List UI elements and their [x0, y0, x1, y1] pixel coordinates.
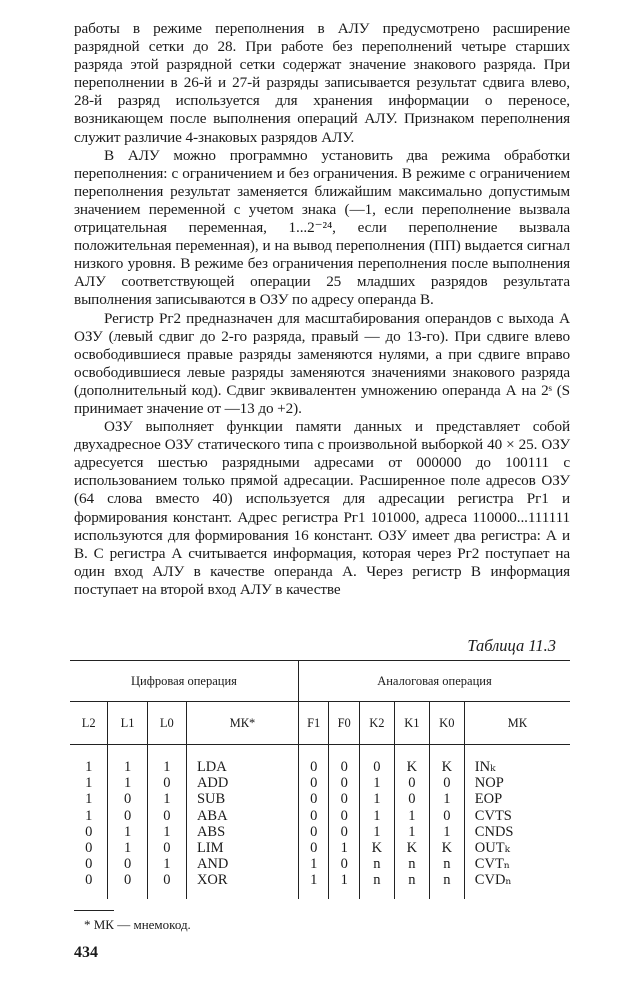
table-cell: n: [359, 872, 394, 898]
column-header: L0: [147, 702, 186, 745]
table-cell: 1: [359, 791, 394, 807]
table-cell: 1: [85, 759, 93, 775]
table-caption: Таблица 11.3: [467, 636, 556, 655]
table-cell: 0: [329, 824, 360, 840]
table-cell: 0: [147, 840, 186, 856]
table-cell: 0: [147, 872, 186, 898]
table-cell: ABA: [186, 808, 298, 824]
table-cell: 0: [108, 872, 147, 898]
table-cell: ADD: [186, 775, 298, 791]
column-header: F1: [298, 702, 329, 745]
column-header: L2: [70, 702, 108, 745]
table-body: [70, 745, 570, 899]
table-cell: 0: [329, 856, 360, 872]
table-cell: 1: [108, 824, 147, 840]
table-header-row: [70, 702, 570, 745]
table-cell: 1: [298, 872, 329, 898]
table-cell: 0: [298, 775, 329, 791]
paragraph-3: Регистр Рг2 предназначен для масштабирования операндов с выхода А ОЗУ (левый сдвиг до 2-го разряда, правый — до 13-го). При сдвиге влево освободившиеся правые разряды заменяются нулями, а при сдвиге вправо освободившиеся левые разряды заменяются значениями знакового разряда (дополнительный код). Сдвиг эквивалентен умножению операнда А на 2ˢ (S принимает значение от —13 до +2).: [74, 309, 570, 417]
table-group-header-row: [70, 661, 570, 702]
table-cell: NOP: [464, 775, 570, 791]
table-cell: SUB: [186, 791, 298, 807]
table-cell: 0: [85, 840, 93, 857]
table-cell: 1: [429, 824, 464, 840]
table-cell: 1: [359, 775, 394, 791]
column-header: МК*: [186, 702, 298, 745]
table-cell: AND: [186, 856, 298, 872]
table-cell: 1: [359, 824, 394, 840]
group-analog-operation: Аналоговая операция: [298, 661, 570, 702]
table-cell: K: [429, 745, 464, 776]
table-cell: 0: [394, 791, 429, 807]
table-cell: K: [429, 840, 464, 856]
body-text: [74, 20, 570, 599]
table-cell: 0: [85, 823, 93, 840]
table-cell: K: [394, 840, 429, 856]
table-cell: LIM: [186, 840, 298, 856]
table-row: [70, 872, 570, 898]
page-number: 434: [74, 944, 98, 961]
table-cell: 1: [108, 840, 147, 856]
table-row: [70, 745, 570, 776]
table-cell: 0: [429, 775, 464, 791]
table-cell: 0: [147, 808, 186, 824]
table-cell: 0: [108, 808, 147, 824]
column-header: F0: [329, 702, 360, 745]
group-digital-operation: Цифровая операция: [70, 661, 298, 702]
paragraph-4: ОЗУ выполняет функции памяти данных и представляет собой двухадресное ОЗУ статического типа с произвольной выборкой 40 × 25. ОЗУ адресуется шестью разрядными адресами от 000000 до 100111 с использованием только прямой адресации. Расширенное поле адресов ОЗУ (64 слова вместо 40) используется для адресации регистра Рг1 и формирования констант. Адрес регистра Рг1 101000, адреса 110000...111111 используются для формирования 16 констант. ОЗУ имеет два регистра: А и В. С регистра А считывается информация, которая через Рг2 поступает на один вход АЛУ в качестве операнда А. Через регистр В информация поступает на второй вход АЛУ в качестве: [74, 418, 570, 598]
table-cell: CNDS: [464, 824, 570, 840]
table-cell: n: [394, 856, 429, 872]
table-cell: EOP: [464, 791, 570, 807]
table-cell: 1: [429, 791, 464, 807]
table-cell: 0: [85, 872, 93, 889]
operations-table: [70, 660, 570, 899]
table-cell: CVDₙ: [464, 872, 570, 898]
table-cell: n: [429, 856, 464, 872]
table-cell: CVTS: [464, 808, 570, 824]
table-cell: 1: [147, 791, 186, 807]
table-cell: 0: [329, 745, 360, 776]
footnote: * МК — мнемокод.: [84, 917, 191, 932]
table-cell: 1: [85, 791, 93, 808]
table-cell: INₖ: [464, 745, 570, 776]
table-row: [70, 791, 570, 807]
footnote-rule: [74, 910, 114, 911]
table-cell: 1: [329, 872, 360, 898]
table-cell: 0: [298, 840, 329, 856]
table-cell: 0: [298, 791, 329, 807]
paragraph-1: работы в режиме переполнения в АЛУ предусмотрено расширение разрядной сетки до 28. При работе без переполнений четыре старших разряда этой разрядной сетки содержат значение знакового разряда. При переполнении в 26-й и 27-й разряды записывается результат сдвига влево, 28-й разряд используется для хранения информации о переносе, возникающем после выполнения операций АЛУ. Признаком переполнения служит различие 4-знаковых разрядов АЛУ.: [74, 20, 570, 146]
table-cell: 0: [85, 856, 93, 873]
table-cell: 0: [429, 808, 464, 824]
table-cell: n: [429, 872, 464, 898]
table-cell: 0: [147, 775, 186, 791]
table-row: [70, 840, 570, 856]
column-header: K2: [359, 702, 394, 745]
table-cell: 1: [147, 856, 186, 872]
table-cell: 1: [85, 775, 93, 792]
table-cell: 1: [394, 824, 429, 840]
table-cell: 1: [85, 807, 93, 824]
table-cell: OUTₖ: [464, 840, 570, 856]
table-cell: 0: [329, 791, 360, 807]
table-cell: 0: [108, 856, 147, 872]
table-cell: 0: [329, 808, 360, 824]
column-header: МК: [464, 702, 570, 745]
table-cell: ABS: [186, 824, 298, 840]
table-cell: 0: [298, 808, 329, 824]
table-cell: 1: [359, 808, 394, 824]
table-cell: K: [394, 745, 429, 776]
table-cell: 0: [108, 791, 147, 807]
table-row: [70, 856, 570, 872]
table-cell: XOR: [186, 872, 298, 898]
column-header: K1: [394, 702, 429, 745]
table-cell: LDA: [186, 745, 298, 776]
column-header: K0: [429, 702, 464, 745]
table-row: [70, 775, 570, 791]
table-cell: CVTₙ: [464, 856, 570, 872]
table-cell: K: [359, 840, 394, 856]
table-cell: 1: [329, 840, 360, 856]
table-cell: 1: [298, 856, 329, 872]
table-cell: 0: [394, 775, 429, 791]
table-cell: 0: [298, 824, 329, 840]
table-row: [70, 824, 570, 840]
table-cell: 1: [394, 808, 429, 824]
table-cell: 0: [298, 745, 329, 776]
table-cell: 0: [359, 745, 394, 776]
table-cell: 1: [147, 824, 186, 840]
table-cell: 1: [108, 775, 147, 791]
table-cell: 1: [108, 745, 147, 776]
column-header: L1: [108, 702, 147, 745]
table-cell: 0: [329, 775, 360, 791]
table-row: [70, 808, 570, 824]
table-cell: n: [394, 872, 429, 898]
table-cell: n: [359, 856, 394, 872]
table-cell: 1: [147, 745, 186, 776]
paragraph-2: В АЛУ можно программно установить два режима обработки переполнения: с ограничением и без ограничения. В режиме с ограничением переполнения результат заменяется ближайшим максимально допустимым значением переменной с учетом знака (—1, если переполнение вызвала отрицательная переменная, 1...2⁻²⁴, если переполнение вызвала положительная переменная), и на вывод переполнения (ПП) выдается сигнал низкого уровня. В режиме без ограничения переполнения после выполнения АЛУ соответствующей операции 25 младших разрядов результата выполнения записываются в ОЗУ по адресу операнда В.: [74, 146, 570, 309]
